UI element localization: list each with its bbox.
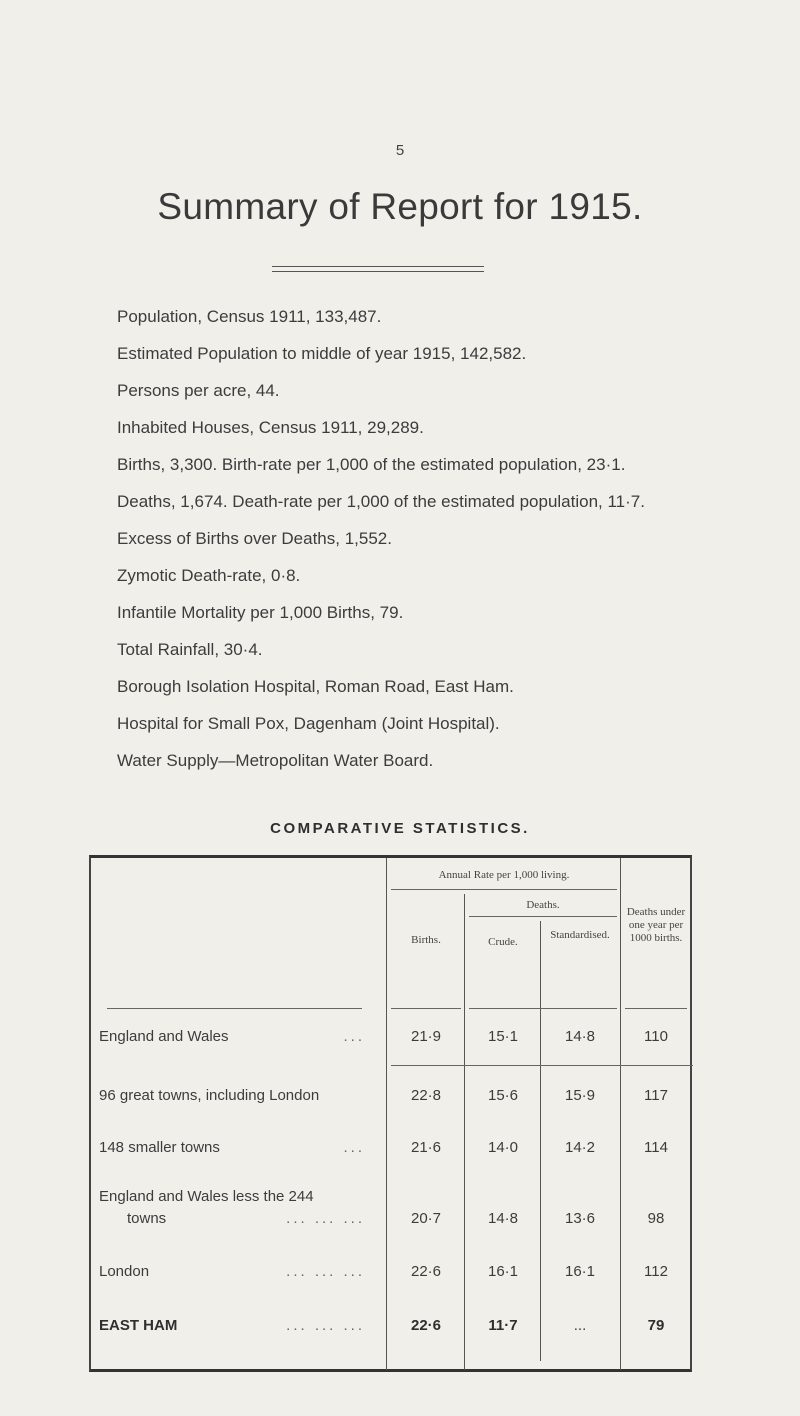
fact-line: Deaths, 1,674. Death-rate per 1,000 of the estimated population, 11·7. bbox=[117, 492, 645, 511]
header-rule bbox=[469, 1008, 617, 1009]
cell-crude: 11·7 bbox=[488, 1317, 518, 1334]
header-deaths: Deaths. bbox=[526, 899, 560, 911]
cell-infant: 112 bbox=[644, 1263, 668, 1280]
fact-line: Inhabited Houses, Census 1911, 29,289. bbox=[117, 418, 424, 437]
fact-line: Population, Census 1911, 133,487. bbox=[117, 307, 382, 326]
header-rule bbox=[625, 1008, 687, 1009]
table-row-label: 96 great towns, including London bbox=[99, 1087, 320, 1104]
page-number: 5 bbox=[395, 142, 405, 159]
cell-crude: 16·1 bbox=[487, 1263, 519, 1280]
cell-births: 20·7 bbox=[410, 1210, 442, 1227]
header-rule bbox=[391, 889, 617, 890]
cell-births: 21·6 bbox=[410, 1139, 442, 1156]
cell-crude: 15·6 bbox=[487, 1087, 519, 1104]
cell-births: 21·9 bbox=[410, 1028, 442, 1045]
fact-line: Births, 3,300. Birth-rate per 1,000 of the estimated population, 23·1. bbox=[117, 455, 626, 474]
header-standardised: Standardised. bbox=[550, 929, 610, 941]
fact-line: Borough Isolation Hospital, Roman Road, East Ham. bbox=[117, 677, 514, 696]
comparative-statistics-heading: COMPARATIVE STATISTICS. bbox=[270, 820, 530, 837]
header-infant-deaths: Deaths under one year per 1000 births. bbox=[626, 906, 686, 944]
cell-standardised: 14·2 bbox=[564, 1139, 596, 1156]
cell-standardised: 14·8 bbox=[564, 1028, 596, 1045]
table-row-label: England and Wales less the 244 towns bbox=[99, 1188, 314, 1227]
table-row-label: England and Wales ... bbox=[99, 1028, 365, 1045]
table-row-label: EAST HAM ... ... ... bbox=[99, 1317, 365, 1334]
cell-crude: 15·1 bbox=[487, 1028, 519, 1045]
cell-infant: 117 bbox=[644, 1087, 668, 1104]
cell-crude: 14·0 bbox=[487, 1139, 519, 1156]
column-divider bbox=[464, 894, 465, 1370]
fact-line: Excess of Births over Deaths, 1,552. bbox=[117, 529, 392, 548]
cell-standardised: 13·6 bbox=[564, 1210, 596, 1227]
page-title: Summary of Report for 1915. bbox=[157, 186, 643, 227]
table-row-label: London ... ... ... bbox=[99, 1263, 365, 1280]
column-divider bbox=[540, 921, 541, 1361]
header-rule bbox=[469, 916, 617, 917]
fact-line: Total Rainfall, 30·4. bbox=[117, 640, 263, 659]
cell-births: 22·6 bbox=[410, 1317, 442, 1334]
fact-line: Zymotic Death-rate, 0·8. bbox=[117, 566, 301, 585]
cell-crude: 14·8 bbox=[487, 1210, 519, 1227]
fact-line: Estimated Population to middle of year 1915, 142,582. bbox=[117, 344, 527, 363]
header-rule bbox=[391, 1008, 461, 1009]
cell-standardised: ... bbox=[573, 1317, 587, 1334]
comparative-statistics-table: Annual Rate per 1,000 living. Deaths. Births. Crude. Standardised. Deaths under one year per 1000 births. England and Wales ... 21·9 15·1 14·8 110 96 great towns, including London 22·8 15·6 15·9 117 148 smaller towns ... 21·6 14·0 14·2 114 England and Wales less the 244 towns ... ... ... 20·7 14·8 13·6 98 London ... ... ... 22·6 16·1 16·1 112 EAST HAM ... ... ... 22·6 11·7 ... 79 bbox=[89, 855, 692, 1372]
header-annual-rate: Annual Rate per 1,000 living. bbox=[438, 869, 570, 881]
table-row-label: 148 smaller towns ... bbox=[99, 1139, 365, 1156]
fact-line: Persons per acre, 44. bbox=[117, 381, 280, 400]
cell-births: 22·6 bbox=[410, 1263, 442, 1280]
row-rule bbox=[391, 1065, 693, 1066]
cell-standardised: 16·1 bbox=[564, 1263, 596, 1280]
fact-line: Water Supply—Metropolitan Water Board. bbox=[117, 751, 434, 770]
cell-infant: 110 bbox=[644, 1028, 668, 1045]
header-rule bbox=[107, 1008, 362, 1009]
cell-standardised: 15·9 bbox=[564, 1087, 596, 1104]
column-divider bbox=[620, 858, 621, 1370]
title-divider bbox=[272, 266, 484, 272]
summary-facts bbox=[117, 304, 717, 785]
cell-infant: 114 bbox=[644, 1139, 668, 1156]
cell-infant: 79 bbox=[647, 1317, 665, 1334]
header-births: Births. bbox=[411, 934, 441, 946]
header-crude: Crude. bbox=[488, 936, 518, 948]
cell-births: 22·8 bbox=[410, 1087, 442, 1104]
cell-infant: 98 bbox=[647, 1210, 665, 1227]
fact-line: Hospital for Small Pox, Dagenham (Joint Hospital). bbox=[117, 714, 500, 733]
column-divider bbox=[386, 858, 387, 1370]
fact-line: Infantile Mortality per 1,000 Births, 79. bbox=[117, 603, 404, 622]
